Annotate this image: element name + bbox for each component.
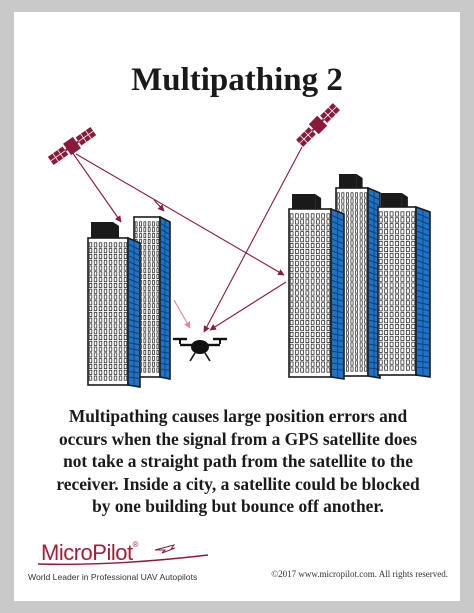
poster-title: Multipathing 2 (131, 62, 343, 98)
copyright-notice: ©2017 www.micropilot.com. All rights reserved. (271, 569, 448, 579)
logo-name-text: MicroPilot (41, 540, 133, 565)
satellite-icon (295, 102, 342, 149)
signal-reflected-right (210, 282, 286, 330)
registered-mark: ® (132, 540, 138, 549)
building-icon (88, 217, 170, 387)
signal-blocked-satellite (204, 147, 302, 332)
caption-text: Multipathing causes large position errors and occurs when the signal from a GPS satellite does not take a straight path from the satellite to the receiver. Inside a city, a satellite could be blocked by one building but bounce off another. (56, 406, 420, 517)
poster (14, 12, 460, 601)
drone-icon (173, 339, 227, 361)
satellite-icon (47, 125, 98, 166)
logo-swoosh (36, 553, 211, 567)
signal-direct-left (72, 152, 121, 222)
building-icon (289, 174, 430, 379)
logo-tagline: World Leader in Professional UAV Autopilots (28, 572, 198, 582)
signal-reflected-left (174, 300, 190, 328)
